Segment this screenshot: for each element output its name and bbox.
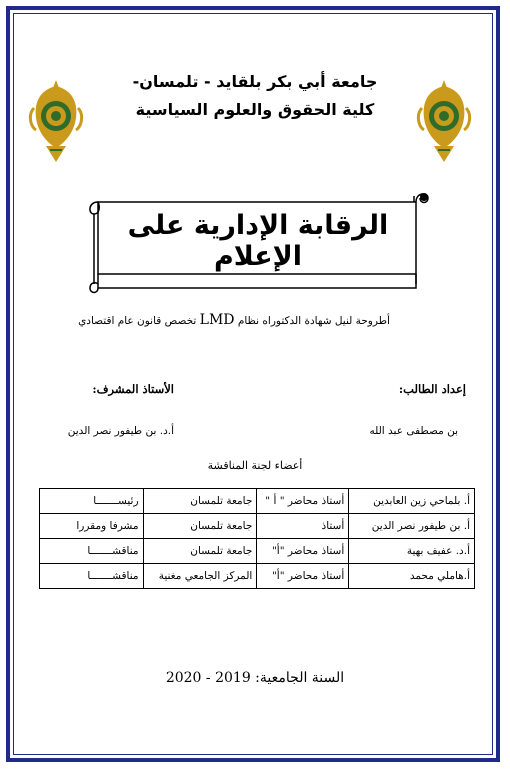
- faculty-name: كلية الحقوق والعلوم السياسية: [135, 100, 375, 119]
- university-name: جامعة أبي بكر بلقايد - تلمسان-: [132, 72, 378, 91]
- committee-table: [39, 488, 475, 589]
- supervisor-label: الأستاذ المشرف:: [92, 382, 174, 396]
- student-name: بن مصطفى عبد الله: [369, 425, 458, 437]
- member-rank: أستاذ محاضر " أ ": [257, 489, 349, 514]
- thesis-subtitle: [40, 312, 428, 328]
- member-institution: جامعة تلمسان: [143, 539, 257, 564]
- member-rank: أستاذ: [257, 514, 349, 539]
- member-role: مناقشـــــــا: [40, 564, 144, 589]
- table-row: [40, 564, 475, 589]
- academic-year: السنة الجامعية: 2019 - 2020: [165, 670, 345, 686]
- supervisor-name: أ.د. بن طيفور نصر الدين: [67, 425, 174, 437]
- member-rank: أستاذ محاضر "أ": [257, 539, 349, 564]
- member-institution: المركز الجامعي مغنية: [143, 564, 257, 589]
- table-row: [40, 514, 475, 539]
- table-row: [40, 489, 475, 514]
- member-rank: أستاذ محاضر "أ": [257, 564, 349, 589]
- thesis-degree-text: أطروحة لنيل شهادة الدكتوراه نظام: [237, 315, 390, 327]
- table-row: [40, 539, 475, 564]
- student-label: إعداد الطالب:: [398, 382, 466, 396]
- member-name: أ. بن طيفور نصر الدين: [349, 514, 475, 539]
- member-name: أ. بلماحي زين العابدين: [349, 489, 475, 514]
- member-role: مناقشـــــــا: [40, 539, 144, 564]
- member-institution: جامعة تلمسان: [143, 489, 257, 514]
- member-name: أ.هاملي محمد: [349, 564, 475, 589]
- member-name: أ.د. عفيف بهية: [349, 539, 475, 564]
- committee-title: أعضاء لجنة المناقشة: [207, 459, 303, 472]
- member-role: مشرفا ومقررا: [40, 514, 144, 539]
- member-role: رئيســـــــا: [40, 489, 144, 514]
- thesis-title: الرقابة الإدارية على الإعلام: [127, 210, 389, 272]
- member-institution: جامعة تلمسان: [143, 514, 257, 539]
- thesis-system-code: LMD: [199, 312, 235, 328]
- thesis-specialty-text: تخصص قانون عام اقتصادي: [78, 315, 197, 327]
